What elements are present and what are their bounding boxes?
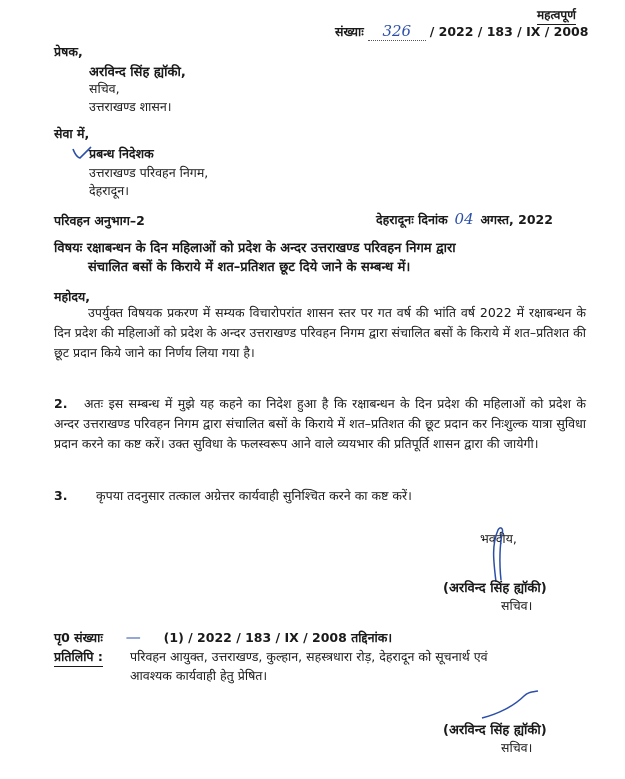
letter-number-label: संख्याः [335, 24, 364, 39]
subject-label: विषयः [54, 241, 83, 256]
paragraph-3 [54, 486, 586, 506]
paragraph-1-text: उपर्युक्त विषयक प्रकरण में सम्यक विचारोपरांत शासन स्तर पर गत वर्ष की भांति वर्ष 2022 में रक्षाबन्धन के दिन प्रदेश की महिलाओं को प्रदेश के अन्दर उत्तराखण्ड परिवहन निगम द्वारा संचालित बसों के किराये में शत–प्रतिशत की छूट प्रदान किये जाने का निर्णय लिया गया है। [54, 305, 586, 360]
handwritten-signature-1 [482, 524, 522, 584]
subject-line-2: संचालित बसों के किराये में शत–प्रतिशत छूट दिये जाने के सम्बन्ध में। [88, 260, 411, 275]
letter-number-value: 326 [368, 22, 426, 41]
signatory-designation-1: सचिव। [501, 598, 533, 613]
endorsement-number-dash: — [125, 628, 141, 646]
endorsement-number [54, 628, 392, 646]
letter-number [335, 22, 588, 41]
paragraph-3-number: 3. [54, 488, 68, 503]
paragraph-2 [54, 394, 586, 454]
paragraph-3-text: कृपया तदनुसार तत्काल अग्रेत्तर कार्यवाही सुनिश्चित करने का कष्ट करें। [96, 488, 412, 503]
handwritten-signature-2 [480, 690, 540, 720]
paragraph-1 [54, 303, 586, 363]
subject-line-1 [54, 238, 586, 256]
sender-label: प्रेषक, [54, 44, 83, 59]
endorsement-number-value: (1) / 2022 / 183 / IX / 2008 तद्दिनांक। [163, 630, 393, 645]
copy-line-2: आवश्यक कार्यवाही हेतु प्रेषित। [130, 668, 268, 683]
letter-date [376, 210, 553, 228]
endorsement-number-label: पृ0 संख्याः [54, 630, 103, 645]
sender-office: उत्तराखण्ड शासन। [89, 99, 172, 114]
copy-label: प्रतिलिपि : [54, 648, 103, 667]
letter-number-suffix: / 2022 / 183 / IX / 2008 [429, 24, 589, 39]
copy-line-1: परिवहन आयुक्त, उत्तराखण्ड, कुल्हान, सहस्त्रधारा रोड़, देहरादून को सूचनार्थ एवं [130, 649, 488, 664]
priority-label: महत्वपूर्ण [537, 6, 576, 25]
signatory-designation-2: सचिव। [501, 740, 533, 755]
date-suffix: अगस्त, 2022 [480, 212, 553, 227]
sender-name: अरविन्द सिंह ह्यॉकी, [89, 65, 186, 80]
recipient-org: उत्तराखण्ड परिवहन निगम, [89, 165, 209, 180]
signatory-name-2: (अरविन्द सिंह ह्यॉकी) [443, 723, 547, 738]
closing-salutation: भवदीय, [480, 531, 517, 546]
date-day: 04 [454, 210, 474, 228]
date-prefix: देहरादूनः दिनांक [376, 212, 448, 227]
paragraph-2-number: 2. [54, 396, 68, 411]
paragraph-2-text: अतः इस सम्बन्ध में मुझे यह कहने का निदेश हुआ है कि रक्षाबन्धन के दिन प्रदेश की महिलाओं को प्रदेश के अन्दर उत्तराखण्ड परिवहन निगम द्वारा संचालित बसों के किराये में शत–प्रतिशत की छूट प्रदान कर निःशुल्क यात्रा सुविधा प्रदान करने का कष्ट करें। उक्त सुविधा के फलस्वरूप आने वाले व्ययभार की प्रतिपूर्ति शासन द्वारा की जायेगी। [54, 396, 586, 451]
subject-text-1: रक्षाबन्धन के दिन महिलाओं को प्रदेश के अन्दर उत्तराखण्ड परिवहन निगम द्वारा [86, 241, 456, 256]
section-name: परिवहन अनुभाग–2 [54, 213, 145, 228]
salutation: महोदय, [54, 289, 90, 304]
recipient-label: सेवा में, [54, 126, 90, 141]
sender-designation: सचिव, [89, 81, 120, 96]
signatory-name-1: (अरविन्द सिंह ह्यॉकी) [443, 581, 547, 596]
recipient-city: देहरादून। [89, 183, 129, 198]
recipient-designation: प्रबन्ध निदेशक [89, 146, 154, 161]
